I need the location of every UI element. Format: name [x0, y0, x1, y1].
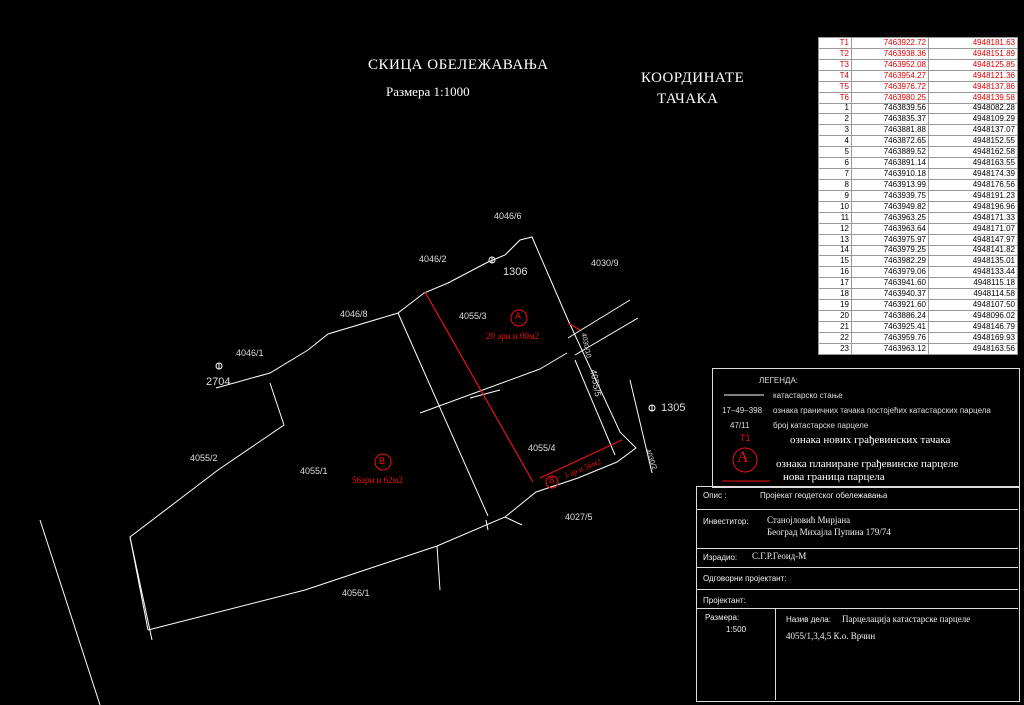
- coord-cell-n: 5: [819, 147, 852, 158]
- legend-item: катастарско стање: [773, 391, 843, 400]
- lot-a-area: 20 ари и 00м2: [486, 331, 540, 341]
- coord-row: [819, 311, 1018, 322]
- coord-cell-y: 4948133.44: [929, 267, 1018, 278]
- coord-cell-x: 7463938.36: [852, 48, 929, 59]
- coord-cell-n: 2: [819, 114, 852, 125]
- coord-cell-y: 4948147.97: [929, 234, 1018, 245]
- coord-cell-y: 4948082.28: [929, 103, 1018, 114]
- coord-cell-y: 4948114.58: [929, 289, 1018, 300]
- coord-cell-x: 7463959.76: [852, 332, 929, 343]
- drawing-title: СКИЦА ОБЕЛЕЖАВАЊА: [368, 57, 549, 73]
- coord-row: [819, 267, 1018, 278]
- coord-cell-y: 4948146.79: [929, 321, 1018, 332]
- coord-cell-n: 19: [819, 300, 852, 311]
- coord-cell-y: 4948137.07: [929, 125, 1018, 136]
- coord-cell-n: 14: [819, 245, 852, 256]
- boundary-west: [130, 383, 284, 630]
- parcel-label: 4055/4: [528, 443, 556, 453]
- coord-cell-n: 12: [819, 223, 852, 234]
- coord-cell-x: 7463913.99: [852, 179, 929, 190]
- coord-cell-n: 9: [819, 190, 852, 201]
- parcel-label: 4055/5: [588, 368, 604, 398]
- coord-cell-y: 4948152.55: [929, 136, 1018, 147]
- coord-cell-x: 7463910.18: [852, 169, 929, 180]
- coord-cell-y: 4948162.58: [929, 147, 1018, 158]
- coord-cell-y: 4948096.02: [929, 311, 1018, 322]
- opis-value: Пројекат геодетског обележавања: [760, 491, 888, 500]
- coord-row: [819, 234, 1018, 245]
- razmera-value: 1:500: [726, 625, 747, 634]
- coord-cell-x: 7463980.25: [852, 92, 929, 103]
- trig-point-label: 2704: [206, 376, 231, 388]
- coord-cell-y: 4948181.63: [929, 38, 1018, 49]
- coord-row: [819, 136, 1018, 147]
- coord-cell-y: 4948196.96: [929, 201, 1018, 212]
- coord-cell-n: 10: [819, 201, 852, 212]
- trig-point-label: 1306: [503, 266, 528, 278]
- coord-cell-n: 6: [819, 158, 852, 169]
- coord-cell-x: 7463940.37: [852, 289, 929, 300]
- parcel-label: 4046/6: [494, 211, 522, 221]
- coord-row: [819, 114, 1018, 125]
- coord-cell-x: 7463976.72: [852, 81, 929, 92]
- coord-cell-n: 23: [819, 343, 852, 354]
- coord-row: [819, 201, 1018, 212]
- lot-a-letter: A: [515, 311, 522, 321]
- legend-symbol: T1: [740, 433, 751, 443]
- coordinates-table: [818, 37, 1018, 355]
- coord-row: [819, 212, 1018, 223]
- coord-cell-n: T4: [819, 70, 852, 81]
- coord-cell-y: 4948141.82: [929, 245, 1018, 256]
- coord-cell-x: 7463922.72: [852, 38, 929, 49]
- boundary-north: [148, 237, 636, 630]
- coord-cell-n: T1: [819, 38, 852, 49]
- coord-cell-n: T6: [819, 92, 852, 103]
- coord-cell-n: 18: [819, 289, 852, 300]
- legend-item: ознака граничних тачака постојећих катастарских парцела: [773, 406, 991, 415]
- coord-cell-n: 4: [819, 136, 852, 147]
- coord-cell-n: 3: [819, 125, 852, 136]
- coord-row: [819, 158, 1018, 169]
- coord-row: [819, 289, 1018, 300]
- coord-row: [819, 59, 1018, 70]
- coord-cell-x: 7463921.60: [852, 300, 929, 311]
- lot-v-area: 1 ар и 56м2: [562, 457, 603, 480]
- legend-symbol: 47/11: [730, 421, 750, 430]
- coord-cell-y: 4948137.86: [929, 81, 1018, 92]
- coord-cell-y: 4948176.56: [929, 179, 1018, 190]
- coord-cell-y: 4948171.33: [929, 212, 1018, 223]
- coord-cell-n: 1: [819, 103, 852, 114]
- lot-v-letter: B: [549, 476, 555, 485]
- coord-cell-x: 7463954.27: [852, 70, 929, 81]
- lot-b-area: 56ари и 62м2: [352, 475, 403, 485]
- coord-cell-y: 4948125.85: [929, 59, 1018, 70]
- parcel-label: 4030/10: [579, 332, 592, 359]
- coord-row: [819, 321, 1018, 332]
- coord-cell-x: 7463872.65: [852, 136, 929, 147]
- projektant-label: Пројектант:: [703, 596, 746, 605]
- coord-cell-x: 7463835.37: [852, 114, 929, 125]
- coord-cell-x: 7463949.82: [852, 201, 929, 212]
- coord-cell-y: 4948139.58: [929, 92, 1018, 103]
- parcel-label: 4055/2: [190, 453, 218, 463]
- coord-cell-y: 4948107.50: [929, 300, 1018, 311]
- coord-cell-y: 4948163.56: [929, 343, 1018, 354]
- coord-cell-n: 13: [819, 234, 852, 245]
- coord-cell-n: 17: [819, 278, 852, 289]
- coord-cell-x: 7463963.64: [852, 223, 929, 234]
- coord-cell-n: 15: [819, 256, 852, 267]
- parcel-label: 4055/1: [300, 466, 328, 476]
- legend-item: број катастарске парцеле: [773, 421, 869, 430]
- legend-heading: ЛЕГЕНДА:: [759, 376, 799, 385]
- coord-row: [819, 48, 1018, 59]
- coord-cell-y: 4948115.18: [929, 278, 1018, 289]
- naziv-parcel: 4055/1,3,4,5 К.о. Врчин: [786, 631, 876, 641]
- coord-cell-x: 7463952.08: [852, 59, 929, 70]
- coord-cell-y: 4948174.39: [929, 169, 1018, 180]
- coord-cell-y: 4948169.93: [929, 332, 1018, 343]
- parcel-label: 4046/8: [340, 309, 368, 319]
- coord-cell-n: 8: [819, 179, 852, 190]
- coord-cell-n: 20: [819, 311, 852, 322]
- legend-item: нова граница парцела: [783, 471, 885, 483]
- coord-row: [819, 125, 1018, 136]
- coord-cell-x: 7463982.29: [852, 256, 929, 267]
- internal-line-1: [398, 313, 488, 516]
- coord-cell-x: 7463889.52: [852, 147, 929, 158]
- coord-cell-y: 4948109.29: [929, 114, 1018, 125]
- coord-row: [819, 103, 1018, 114]
- coord-cell-x: 7463979.06: [852, 267, 929, 278]
- parcel-label: 4030/2: [643, 448, 658, 471]
- coord-cell-n: T2: [819, 48, 852, 59]
- coord-row: [819, 332, 1018, 343]
- coord-cell-n: T3: [819, 59, 852, 70]
- coord-cell-y: 4948121.36: [929, 70, 1018, 81]
- coord-row: [819, 256, 1018, 267]
- coord-row: [819, 190, 1018, 201]
- coord-cell-y: 4948135.01: [929, 256, 1018, 267]
- coord-cell-y: 4948191.23: [929, 190, 1018, 201]
- coord-cell-x: 7463975.97: [852, 234, 929, 245]
- parcel-label: 4046/2: [419, 254, 447, 264]
- coord-cell-x: 7463939.75: [852, 190, 929, 201]
- scale-label: Размера 1:1000: [386, 84, 470, 99]
- izradio-label: Израдио:: [703, 553, 738, 562]
- coord-row: [819, 343, 1018, 354]
- coord-row: [819, 245, 1018, 256]
- coord-cell-n: 21: [819, 321, 852, 332]
- investor-address: Београд Михајла Пупина 179/74: [767, 527, 891, 537]
- coord-row: [819, 278, 1018, 289]
- coord-cell-y: 4948171.07: [929, 223, 1018, 234]
- legend-symbol: 17–49–398: [722, 406, 763, 415]
- coord-cell-y: 4948163.55: [929, 158, 1018, 169]
- coords-title-2: ТАЧАКА: [657, 91, 719, 107]
- coord-row: [819, 81, 1018, 92]
- coord-cell-x: 7463941.60: [852, 278, 929, 289]
- coord-row: [819, 300, 1018, 311]
- legend-symbol: A: [737, 449, 749, 466]
- coord-row: [819, 92, 1018, 103]
- coord-cell-x: 7463963.12: [852, 343, 929, 354]
- parcel-label: 4027/5: [565, 512, 593, 522]
- investor-name: Станојловић Мирјана: [767, 515, 851, 525]
- trig-point-label: 1305: [661, 402, 686, 414]
- coord-cell-x: 7463886.24: [852, 311, 929, 322]
- coord-row: [819, 169, 1018, 180]
- coord-row: [819, 70, 1018, 81]
- coord-cell-n: 7: [819, 169, 852, 180]
- coord-cell-x: 7463963.25: [852, 212, 929, 223]
- coord-row: [819, 179, 1018, 190]
- lot-b-letter: B: [379, 456, 386, 466]
- coord-cell-y: 4948151.89: [929, 48, 1018, 59]
- naziv-label: Назив дела:: [786, 615, 831, 624]
- coord-cell-x: 7463925.41: [852, 321, 929, 332]
- parcel-label: 4055/3: [459, 311, 487, 321]
- legend-item: ознака планиране грађевинске парцеле: [776, 458, 959, 470]
- coord-cell-x: 7463979.25: [852, 245, 929, 256]
- odgovorni-label: Одговорни пројектант:: [703, 574, 787, 583]
- coord-cell-x: 7463839.56: [852, 103, 929, 114]
- coords-title-1: КООРДИНАТЕ: [641, 70, 745, 86]
- opis-label: Опис :: [703, 491, 727, 500]
- coord-cell-n: T5: [819, 81, 852, 92]
- coord-cell-n: 16: [819, 267, 852, 278]
- legend-item: ознака нових грађевинских тачака: [790, 434, 951, 446]
- coord-row: [819, 38, 1018, 49]
- parcel-label: 4030/9: [591, 258, 619, 268]
- izradio-value: С.Г.Р.Геоид-М: [752, 551, 807, 561]
- razmera-label: Размера:: [705, 613, 740, 622]
- investor-label: Инвеститор:: [703, 517, 749, 526]
- coord-cell-x: 7463891.14: [852, 158, 929, 169]
- parcel-label: 4046/1: [236, 348, 264, 358]
- naziv-value: Парцелација катастарске парцеле: [842, 614, 971, 624]
- coord-cell-x: 7463881.88: [852, 125, 929, 136]
- coord-row: [819, 147, 1018, 158]
- coord-cell-n: 22: [819, 332, 852, 343]
- coord-cell-n: 11: [819, 212, 852, 223]
- parcel-label: 4056/1: [342, 588, 370, 598]
- coord-row: [819, 223, 1018, 234]
